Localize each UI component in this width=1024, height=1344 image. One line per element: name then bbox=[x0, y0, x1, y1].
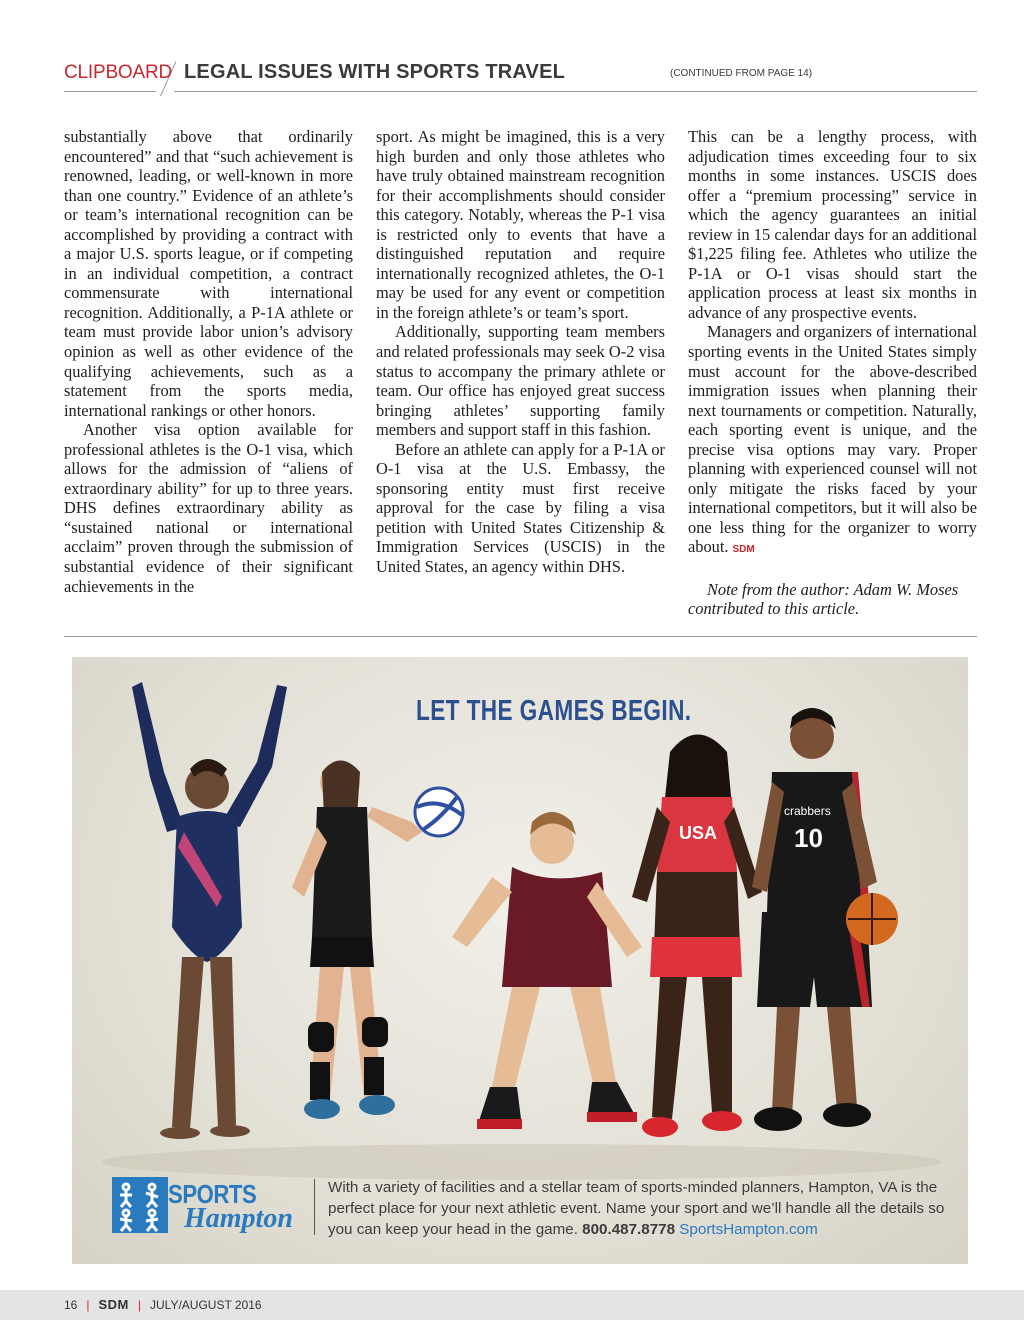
paragraph-text: Managers and organizers of international sporting events in the United States simply must account for the above-described immigration issues when planning their next tournaments or competition. Naturally, each sporting event is unique, and the precise visa options may vary. Proper planning with experienced counsel will not only mitigate the risks faced by your international competitors, but it will also be one less thing for the organizer to worry about. bbox=[688, 322, 977, 557]
volleyball-player-figure bbox=[292, 761, 463, 1120]
logo-text-hampton: Hampton bbox=[184, 1203, 293, 1234]
article-column-1 bbox=[64, 127, 353, 596]
end-mark: SDM bbox=[732, 544, 755, 556]
ad-divider bbox=[314, 1179, 315, 1235]
article-title: LEGAL ISSUES WITH SPORTS TRAVEL bbox=[184, 61, 566, 83]
paragraph: sport. As might be imagined, this is a very high burden and only those athletes who have truly obtained mainstream recognition for their accomplishments should consider this category. Notably, whereas the P-1 visa is restricted only to events that have a distinguished reputation and require internationally recognized athletes, the O-1 may be used for any event or competition in the foreign athlete’s or team’s sport. bbox=[376, 127, 665, 322]
basketball-player-figure bbox=[752, 708, 898, 1131]
track-athlete-figure bbox=[632, 735, 762, 1138]
paragraph: substantially above that ordinarily encountered” and that “such achievement is renowned, leading, or well-known in more than one country.” Evidence of an athlete’s or team’s international recognition can be accomplished by providing a contract with a major U.S. sports league, or if competing in an individual competition, a contract commensurate with international recognition. Additionally, a P-1A athlete or team must provide labor union’s advisory opinion as well as other evidence of the qualifying achievements, such as a statement from the sports media, international rankings or other honors. bbox=[64, 127, 353, 420]
wrestler-figure bbox=[452, 812, 642, 1129]
paragraph: Additionally, supporting team members and related professionals may seek O-2 visa status to accompany the primary athlete or team. Our office has enjoyed great success bringing athletes’ supporting family members and support staff in this fashion. bbox=[376, 322, 665, 440]
page-number: 16 bbox=[64, 1298, 78, 1312]
jersey-number-text: 10 bbox=[794, 823, 823, 853]
footer-separator: | bbox=[137, 1298, 141, 1312]
footer-separator: | bbox=[86, 1298, 90, 1312]
ad-headline: LET THE GAMES BEGIN. bbox=[416, 695, 692, 727]
article-column-3 bbox=[688, 127, 977, 619]
paragraph: Before an athlete can apply for a P-1A or O-1 visa at the U.S. Embassy, the sponsoring entity must first receive approval for the case by filing a visa petition with United States Citizenship & Immigration Services (USCIS) in the United States, an agency within DHS. bbox=[376, 439, 665, 577]
page-footer bbox=[0, 1290, 1024, 1320]
section-label: CLIPBOARD bbox=[64, 62, 173, 83]
ad-phone: 800.487.8778 bbox=[582, 1221, 676, 1238]
magazine-name: SDM bbox=[98, 1297, 129, 1312]
continued-note: (CONTINUED FROM PAGE 14) bbox=[670, 68, 813, 79]
header-rule bbox=[174, 91, 977, 92]
jersey-team-text: crabbers bbox=[784, 804, 831, 818]
advertisement bbox=[72, 657, 968, 1264]
header-rule-left bbox=[64, 91, 156, 92]
ad-copy bbox=[328, 1177, 948, 1240]
footer-text bbox=[64, 1297, 262, 1312]
ad-copy-text: With a variety of facilities and a stellar team of sports-minded planners, Hampton, VA is the perfect place for your next athletic event. Name your sport and we’ll handle all the details so you can keep your head in the game. bbox=[328, 1179, 945, 1238]
author-note: Note from the author: Adam W. Moses contributed to this article. bbox=[688, 579, 959, 619]
page-header bbox=[64, 56, 977, 92]
sports-figures-logo-icon bbox=[112, 1177, 168, 1233]
paragraph bbox=[688, 322, 977, 560]
gymnast-figure bbox=[132, 682, 287, 1139]
section-divider bbox=[64, 636, 977, 637]
ad-url[interactable]: SportsHampton.com bbox=[679, 1221, 818, 1238]
sports-hampton-logo bbox=[112, 1173, 302, 1235]
issue-date: JULY/AUGUST 2016 bbox=[150, 1298, 262, 1312]
paragraph: This can be a lengthy process, with adjudication times exceeding four to six months in some instances. USCIS does offer a “premium processing” service in which the agency guarantees an initial review in 15 calendar days for an additional $1,225 filing fee. Athletes who utilize the P-1A or O-1 visas should start the application process at least six months in advance of any prospective events. bbox=[688, 127, 977, 322]
logo-text-sports: SPORTS bbox=[168, 1179, 257, 1209]
usa-text: USA bbox=[679, 823, 718, 843]
paragraph: Another visa option available for professional athletes is the O-1 visa, which allows for the admission of “aliens of extraordinary ability” for up to three years. DHS defines extraordinary ability as “sustained national or international acclaim” proven through the submission of substantial evidence of their significant achievements in the bbox=[64, 420, 353, 596]
article-column-2 bbox=[376, 127, 665, 577]
